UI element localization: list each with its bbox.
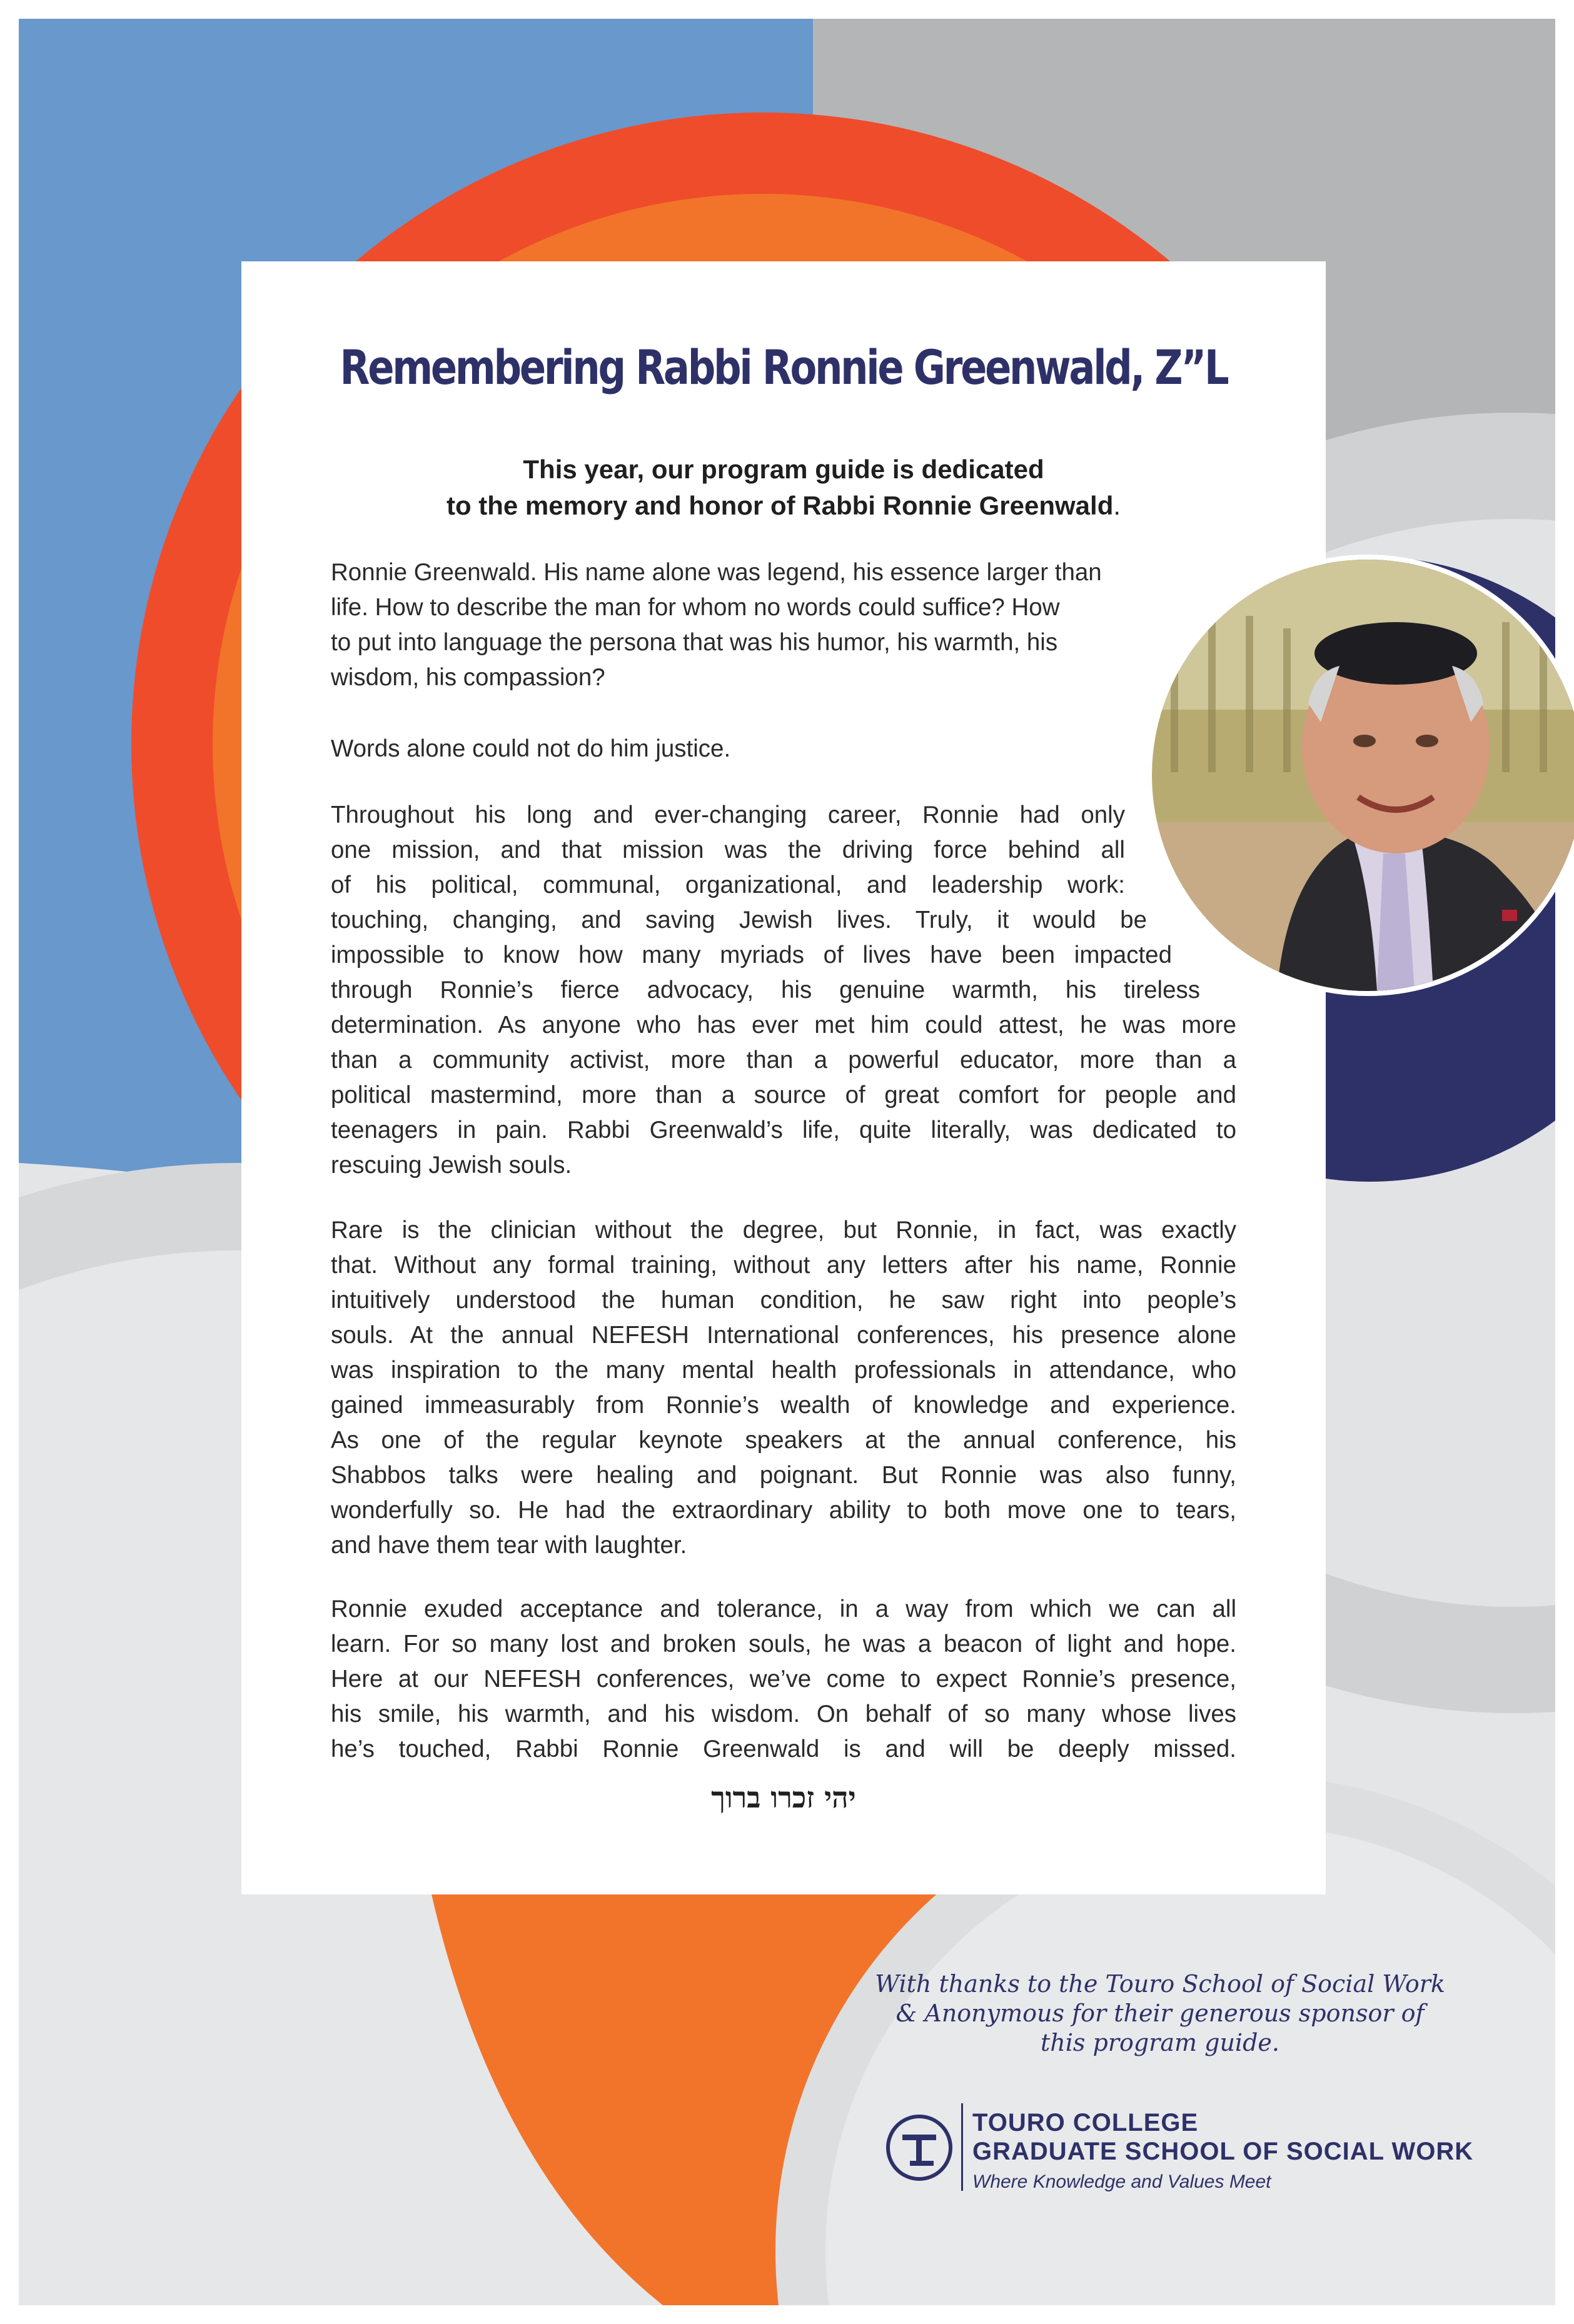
paragraph-line: intuitively understood the human condition, he saw right into people’s: [331, 1287, 1236, 1314]
paragraph-line: As one of the regular keynote speakers at the annual conference, his: [331, 1427, 1236, 1454]
logo-tagline: Where Knowledge and Values Meet: [972, 2171, 1271, 2192]
paragraph-line: than a community activist, more than a powerful educator, more than a: [331, 1047, 1236, 1074]
paragraph-5: [331, 1592, 1236, 1767]
paragraph-line: teenagers in pain. Rabbi Greenwald’s life, quite literally, was dedicated to: [331, 1117, 1236, 1144]
paragraph-line: gained immeasurably from Ronnie’s wealth of knowledge and experience.: [331, 1392, 1236, 1419]
paragraph-line: and have them tear with laughter.: [331, 1532, 687, 1559]
paragraph-line: Rare is the clinician without the degree, but Ronnie, in fact, was exactly: [331, 1217, 1236, 1244]
subtitle-line-2-text: to the memory and honor of Rabbi Ronnie Greenwald: [446, 491, 1114, 520]
logo-school: GRADUATE SCHOOL OF SOCIAL WORK: [972, 2138, 1474, 2165]
paragraph-line: rescuing Jewish souls.: [331, 1152, 572, 1179]
paragraph-line: determination. As anyone who has ever met him could attest, he was more: [331, 1012, 1236, 1039]
paragraph-line: Shabbos talks were healing and poignant. But Ronnie was also funny,: [331, 1462, 1236, 1489]
paragraph-2: [331, 732, 1238, 767]
subtitle-line-1: This year, our program guide is dedicated: [523, 455, 1044, 484]
paragraph-line: that. Without any formal training, without any letters after his name, Ronnie: [331, 1252, 1236, 1279]
touro-seal-icon: [885, 2113, 954, 2182]
credit-line-3: this program guide.: [1041, 2029, 1279, 2056]
subtitle-line-2: [241, 488, 1326, 524]
paragraph-line: was inspiration to the many mental health professionals in attendance, who: [331, 1357, 1236, 1384]
portrait-photo: [1147, 555, 1574, 996]
paragraph-line: impossible to know how many myriads of lives have been impacted: [331, 942, 1172, 968]
paragraph-line: Words alone could not do him justice.: [331, 735, 731, 762]
paragraph-line: Ronnie exuded acceptance and tolerance, in a way from which we can all: [331, 1596, 1236, 1622]
logo-divider: [961, 2103, 963, 2191]
touro-logo: [885, 2101, 1485, 2201]
paragraph-line: souls. At the annual NEFESH International conferences, his presence alone: [331, 1322, 1236, 1349]
sponsor-credit: [863, 1969, 1457, 2058]
page-title: Remembering Rabbi Ronnie Greenwald, Z”L: [340, 340, 1228, 395]
paragraph-line: Ronnie Greenwald. His name alone was legend, his essence larger than: [331, 559, 1102, 586]
portrait-illustration: [1152, 560, 1574, 991]
paragraph-3: [331, 798, 1236, 1183]
subtitle-tail: .: [1113, 491, 1121, 520]
credit-line-2: & Anonymous for their generous sponsor of: [895, 2000, 1425, 2027]
paragraph-line: wonderfully so. He had the extraordinary ability to both move one to tears,: [331, 1497, 1236, 1524]
paragraph-line: learn. For so many lost and broken souls, he was a beacon of light and hope.: [331, 1631, 1236, 1657]
paragraph-line: wisdom, his compassion?: [331, 664, 605, 691]
paragraph-line: he’s touched, Rabbi Ronnie Greenwald is and will be deeply missed.: [331, 1736, 1236, 1763]
paragraph-line: life. How to describe the man for whom no words could suffice? How: [331, 594, 1060, 621]
hebrew-memorial: יהי זכרו ברוך: [711, 1781, 856, 1814]
paragraph-line: political mastermind, more than a source of great comfort for people and: [331, 1082, 1236, 1109]
paragraph-line: one mission, and that mission was the driving force behind all: [331, 837, 1125, 863]
paragraph-line: of his political, communal, organizational, and leadership work:: [331, 872, 1125, 898]
paragraph-line: touching, changing, and saving Jewish lives. Truly, it would be: [331, 907, 1147, 933]
paragraph-4: [331, 1213, 1236, 1563]
paragraph-line: through Ronnie’s fierce advocacy, his genuine warmth, his tireless: [331, 977, 1200, 1004]
content-panel: [241, 261, 1326, 1894]
paragraph-line: Here at our NEFESH conferences, we’ve come to expect Ronnie’s presence,: [331, 1666, 1236, 1693]
paragraph-line: his smile, his warmth, and his wisdom. On behalf of so many whose lives: [331, 1701, 1236, 1728]
paragraph-line: to put into language the persona that was his humor, his warmth, his: [331, 629, 1058, 656]
credit-line-1: With thanks to the Touro School of Social Work: [875, 1970, 1445, 1998]
logo-text: [972, 2108, 1473, 2198]
paragraph-line: Throughout his long and ever-changing career, Ronnie had only: [331, 802, 1125, 828]
dedication-subtitle: [241, 451, 1326, 524]
paragraph-1: [331, 555, 1238, 695]
logo-college: TOURO COLLEGE: [972, 2109, 1199, 2136]
